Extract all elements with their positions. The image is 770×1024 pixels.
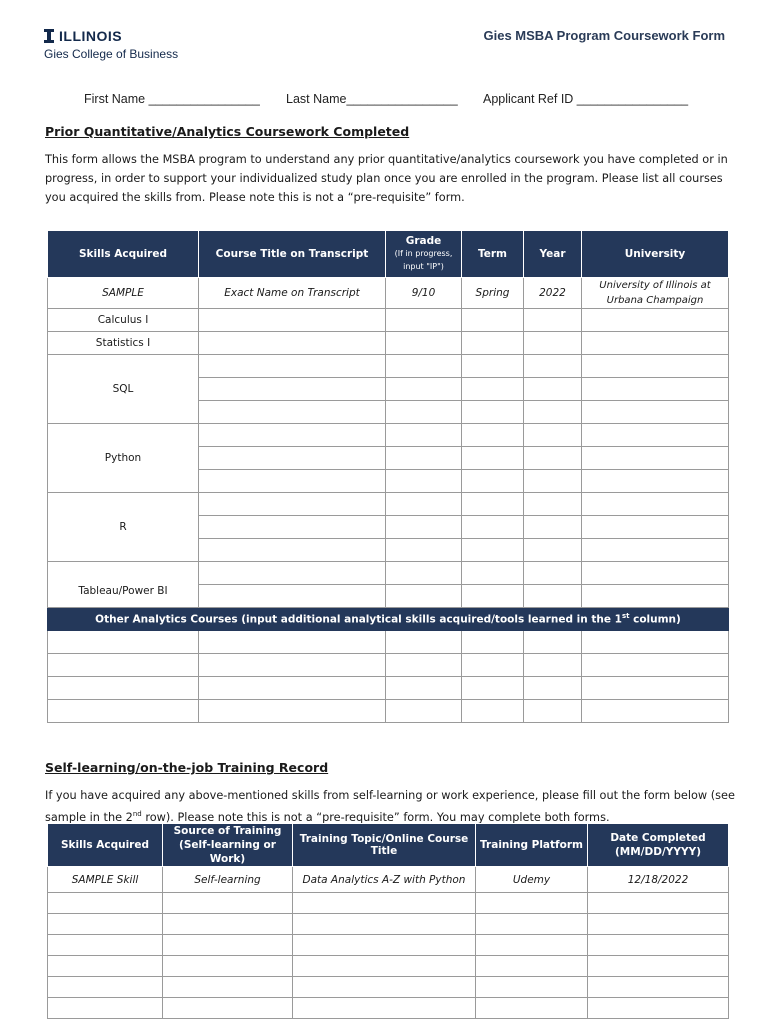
input-cell[interactable]	[386, 493, 462, 516]
training-sample-platform: Udemy	[476, 867, 588, 893]
skill-label-statistics: Statistics I	[48, 332, 199, 355]
input-cell[interactable]	[524, 378, 582, 401]
input-cell[interactable]	[293, 893, 476, 914]
input-cell[interactable]	[48, 935, 163, 956]
table-row	[48, 424, 729, 447]
col-header-training-topic: Training Topic/Online Course Title	[293, 824, 476, 867]
input-cell[interactable]	[588, 956, 729, 977]
input-cell[interactable]	[386, 470, 462, 493]
input-cell[interactable]	[582, 470, 729, 493]
input-cell[interactable]	[476, 935, 588, 956]
input-cell[interactable]	[199, 355, 386, 378]
input-cell[interactable]	[524, 332, 582, 355]
input-cell[interactable]	[386, 355, 462, 378]
table-header-row	[48, 231, 729, 278]
input-cell[interactable]	[582, 355, 729, 378]
table-row	[48, 893, 729, 914]
input-cell[interactable]	[48, 654, 199, 677]
input-cell[interactable]	[582, 424, 729, 447]
input-cell[interactable]	[293, 935, 476, 956]
sample-year-cell: 2022	[524, 278, 582, 309]
logo-word-text: ILLINOIS	[59, 28, 123, 44]
table-row	[48, 935, 729, 956]
last-name-field[interactable]: Last Name________________	[286, 92, 458, 106]
training-sample-date: 12/18/2022	[588, 867, 729, 893]
input-cell[interactable]	[163, 998, 293, 1019]
other-band-label: Other Analytics Courses (input additional analytical skills acquired/tools learned in the 1	[95, 613, 622, 626]
input-cell[interactable]	[48, 914, 163, 935]
coursework-intro-text: This form allows the MSBA program to understand any prior quantitative/analytics coursework you have completed or in progress, in order to support your individualized study plan once you are enrolled in the program. Please list all courses you acquired the skills from. Please note this is not a “pre-requisite” form.	[45, 153, 728, 204]
input-cell[interactable]	[582, 493, 729, 516]
other-band-label-end: column)	[629, 613, 681, 626]
input-cell[interactable]	[462, 401, 524, 424]
col-header-course: Course Title on Transcript	[199, 231, 386, 278]
coursework-table	[47, 230, 729, 723]
input-cell[interactable]	[524, 654, 582, 677]
section-title-training: Self-learning/on-the-job Training Record	[45, 760, 329, 775]
input-cell[interactable]	[199, 516, 386, 539]
grade-header-note: (If in progress, input "IP")	[394, 249, 453, 271]
university-logo	[44, 28, 178, 61]
other-courses-band-text	[48, 608, 729, 631]
other-courses-band	[48, 608, 729, 631]
input-cell[interactable]	[588, 935, 729, 956]
training-sample-row	[48, 867, 729, 893]
input-cell[interactable]	[588, 977, 729, 998]
input-cell[interactable]	[462, 654, 524, 677]
skill-label-python: Python	[48, 424, 199, 493]
skill-label-tableau: Tableau/Power BI	[48, 562, 199, 608]
input-cell[interactable]	[199, 539, 386, 562]
input-cell[interactable]	[582, 378, 729, 401]
input-cell[interactable]	[386, 585, 462, 608]
section-title-coursework: Prior Quantitative/Analytics Coursework Completed	[45, 124, 410, 139]
logo-subtitle: Gies College of Business	[44, 47, 179, 61]
input-cell[interactable]	[476, 998, 588, 1019]
input-cell[interactable]	[199, 700, 386, 723]
input-cell[interactable]	[582, 309, 729, 332]
input-cell[interactable]	[48, 677, 199, 700]
col-header-training-date: Date Completed (MM/DD/YYYY)	[588, 824, 729, 867]
col-header-skills: Skills Acquired	[48, 231, 199, 278]
input-cell[interactable]	[524, 700, 582, 723]
input-cell[interactable]	[48, 893, 163, 914]
training-intro-part-a: If you have acquired any above-mentioned skills from self-learning or work experience, please fill out the form below (see sample in the 2	[45, 789, 735, 824]
input-cell[interactable]	[462, 424, 524, 447]
sample-university-cell: University of Illinois at Urbana Champaign	[582, 278, 729, 309]
input-cell[interactable]	[199, 401, 386, 424]
input-cell[interactable]	[462, 700, 524, 723]
input-cell[interactable]	[582, 677, 729, 700]
input-cell[interactable]	[386, 378, 462, 401]
table-row	[48, 654, 729, 677]
table-row	[48, 493, 729, 516]
input-cell[interactable]	[48, 998, 163, 1019]
sample-row	[48, 278, 729, 309]
input-cell[interactable]	[582, 516, 729, 539]
input-cell[interactable]	[524, 516, 582, 539]
input-cell[interactable]	[524, 424, 582, 447]
training-intro-text	[45, 786, 735, 827]
input-cell[interactable]	[163, 893, 293, 914]
input-cell[interactable]	[462, 378, 524, 401]
table-row	[48, 332, 729, 355]
input-cell[interactable]	[386, 631, 462, 654]
col-header-year: Year	[524, 231, 582, 278]
form-title: Gies MSBA Program Coursework Form	[483, 28, 725, 43]
input-cell[interactable]	[199, 493, 386, 516]
input-cell[interactable]	[199, 631, 386, 654]
table-row	[48, 562, 729, 585]
input-cell[interactable]	[524, 562, 582, 585]
sample-skills-cell: SAMPLE	[48, 278, 199, 309]
grade-header-label: Grade	[405, 235, 442, 247]
applicant-ref-field[interactable]: Applicant Ref ID ________________	[483, 92, 689, 106]
input-cell[interactable]	[582, 447, 729, 470]
input-cell[interactable]	[386, 424, 462, 447]
input-cell[interactable]	[462, 447, 524, 470]
input-cell[interactable]	[582, 585, 729, 608]
input-cell[interactable]	[386, 654, 462, 677]
input-cell[interactable]	[199, 378, 386, 401]
col-header-training-skills: Skills Acquired	[48, 824, 163, 867]
input-cell[interactable]	[199, 470, 386, 493]
input-cell[interactable]	[48, 631, 199, 654]
input-cell[interactable]	[293, 998, 476, 1019]
input-cell[interactable]	[386, 447, 462, 470]
sample-term-cell: Spring	[462, 278, 524, 309]
sample-grade-cell: 9/10	[386, 278, 462, 309]
training-intro-part-b: row). Please note this is not a “pre-requisite” form. You may complete both forms.	[141, 810, 610, 824]
input-cell[interactable]	[582, 654, 729, 677]
input-cell[interactable]	[524, 585, 582, 608]
input-cell[interactable]	[48, 977, 163, 998]
table-row	[48, 977, 729, 998]
input-cell[interactable]	[163, 956, 293, 977]
training-header-row	[48, 824, 729, 867]
skill-label-sql: SQL	[48, 355, 199, 424]
input-cell[interactable]	[524, 539, 582, 562]
input-cell[interactable]	[476, 977, 588, 998]
input-cell[interactable]	[524, 470, 582, 493]
input-cell[interactable]	[293, 956, 476, 977]
input-cell[interactable]	[462, 493, 524, 516]
input-cell[interactable]	[199, 332, 386, 355]
input-cell[interactable]	[582, 401, 729, 424]
input-cell[interactable]	[462, 585, 524, 608]
input-cell[interactable]	[462, 539, 524, 562]
input-cell[interactable]	[462, 677, 524, 700]
input-cell[interactable]	[199, 447, 386, 470]
input-cell[interactable]	[524, 677, 582, 700]
table-row	[48, 700, 729, 723]
input-cell[interactable]	[476, 956, 588, 977]
input-cell[interactable]	[582, 631, 729, 654]
skill-label-calculus: Calculus I	[48, 309, 199, 332]
table-row	[48, 914, 729, 935]
input-cell[interactable]	[524, 631, 582, 654]
input-cell[interactable]	[476, 914, 588, 935]
input-cell[interactable]	[582, 700, 729, 723]
table-row	[48, 956, 729, 977]
input-cell[interactable]	[476, 893, 588, 914]
input-cell[interactable]	[386, 700, 462, 723]
col-header-term: Term	[462, 231, 524, 278]
training-table	[47, 823, 729, 1019]
col-header-training-platform: Training Platform	[476, 824, 588, 867]
input-cell[interactable]	[386, 539, 462, 562]
input-cell[interactable]	[582, 332, 729, 355]
table-row	[48, 309, 729, 332]
input-cell[interactable]	[588, 998, 729, 1019]
input-cell[interactable]	[588, 893, 729, 914]
input-cell[interactable]	[386, 401, 462, 424]
input-cell[interactable]	[199, 654, 386, 677]
input-cell[interactable]	[524, 447, 582, 470]
training-sample-source: Self-learning	[163, 867, 293, 893]
input-cell[interactable]	[588, 914, 729, 935]
table-row	[48, 677, 729, 700]
other-band-superscript: st	[621, 612, 630, 621]
skill-label-r: R	[48, 493, 199, 562]
input-cell[interactable]	[199, 309, 386, 332]
input-cell[interactable]	[462, 355, 524, 378]
table-row	[48, 355, 729, 378]
sample-course-cell: Exact Name on Transcript	[199, 278, 386, 309]
input-cell[interactable]	[462, 562, 524, 585]
input-cell[interactable]	[386, 516, 462, 539]
input-cell[interactable]	[293, 914, 476, 935]
input-cell[interactable]	[163, 977, 293, 998]
input-cell[interactable]	[199, 585, 386, 608]
input-cell[interactable]	[48, 700, 199, 723]
input-cell[interactable]	[199, 424, 386, 447]
col-header-grade	[386, 231, 462, 278]
input-cell[interactable]	[462, 332, 524, 355]
input-cell[interactable]	[524, 309, 582, 332]
input-cell[interactable]	[386, 332, 462, 355]
input-cell[interactable]	[524, 401, 582, 424]
input-cell[interactable]	[524, 355, 582, 378]
logo-wordmark	[44, 28, 178, 44]
input-cell[interactable]	[386, 562, 462, 585]
input-cell[interactable]	[48, 956, 163, 977]
col-header-university: University	[582, 231, 729, 278]
input-cell[interactable]	[199, 677, 386, 700]
training-intro-superscript: nd	[132, 810, 142, 818]
input-cell[interactable]	[386, 677, 462, 700]
input-cell[interactable]	[163, 935, 293, 956]
table-row	[48, 631, 729, 654]
table-row	[48, 998, 729, 1019]
input-cell[interactable]	[462, 309, 524, 332]
input-cell[interactable]	[199, 562, 386, 585]
input-cell[interactable]	[582, 562, 729, 585]
training-sample-topic: Data Analytics A-Z with Python	[293, 867, 476, 893]
input-cell[interactable]	[582, 539, 729, 562]
input-cell[interactable]	[462, 631, 524, 654]
input-cell[interactable]	[386, 309, 462, 332]
input-cell[interactable]	[462, 470, 524, 493]
first-name-field[interactable]: First Name ________________	[84, 92, 260, 106]
col-header-training-source: Source of Training (Self-learning or Work)	[163, 824, 293, 867]
input-cell[interactable]	[293, 977, 476, 998]
input-cell[interactable]	[524, 493, 582, 516]
block-i-icon	[44, 29, 54, 43]
training-sample-skill: SAMPLE Skill	[48, 867, 163, 893]
input-cell[interactable]	[163, 914, 293, 935]
input-cell[interactable]	[462, 516, 524, 539]
